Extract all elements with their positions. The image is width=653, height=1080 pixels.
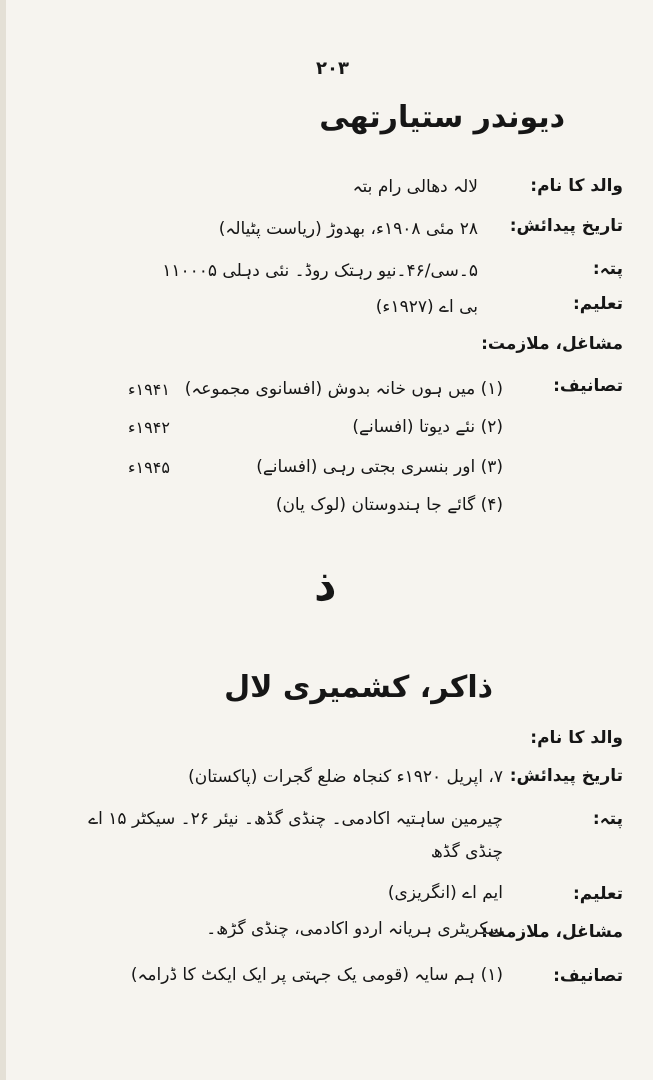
section-letter: ذ <box>314 560 337 611</box>
entry-2-work-1-title: (۱) ہم سایہ (قومی یک جہتی پر ایک ایکٹ کا ڈرامہ) <box>130 965 503 985</box>
entry-1-work-1-year: ۱۹۴۱ء <box>128 380 170 399</box>
entry-1-birth-label: تاریخ پیدائش: <box>509 216 623 236</box>
entry-2-occupation-label: مشاغل، ملازمت: <box>481 922 623 942</box>
entry-2-works-label: تصانیف: <box>553 966 623 986</box>
entry-2-birth-label: تاریخ پیدائش: <box>509 766 623 786</box>
entry-2-address-value-line1: چیرمین ساہتیہ اکادمی۔ چنڈی گڈھ۔ نیئر ۲۶۔ سیکٹر ۱۵ اے <box>88 809 503 829</box>
entry-1-education-value: بی اے (۱۹۲۷ء) <box>375 297 478 317</box>
entry-2-education-label: تعلیم: <box>573 884 623 904</box>
entry-1-occupation-label: مشاغل، ملازمت: <box>481 334 623 354</box>
entry-1-address-value: ۵۔سی/۴۶۔نیو رہتک روڈ۔ نئی دہلی ۱۱۰۰۰۵ <box>162 261 478 281</box>
entry-2-education-value: ایم اے (انگریزی) <box>387 883 503 903</box>
entry-2-address-label: پتہ: <box>592 809 623 829</box>
entry-2-father-label: والد کا نام: <box>530 728 623 748</box>
page-edge <box>0 0 6 1080</box>
entry-2-name: ذاکر، کشمیری لال <box>224 670 493 705</box>
entry-1-works-label: تصانیف: <box>553 376 623 396</box>
entry-1-work-2-title: (۲) نئے دیوتا (افسانے) <box>352 417 503 437</box>
entry-1-birth-value: ۲۸ مئی ۱۹۰۸ء، بھدوڑ (ریاست پٹیالہ) <box>218 219 478 239</box>
entry-1-work-3-year: ۱۹۴۵ء <box>128 458 170 477</box>
entry-2-address-value-line2: چنڈی گڈھ <box>430 842 503 862</box>
entry-1-education-label: تعلیم: <box>573 294 623 314</box>
entry-1-work-1-title: (۱) میں ہوں خانہ بدوش (افسانوی مجموعہ) <box>184 379 503 399</box>
entry-1-father-value: لالہ دھالی رام بتہ <box>352 177 478 197</box>
entry-1-father-label: والد کا نام: <box>530 176 623 196</box>
entry-1-name: دیوندر ستیارتھی <box>319 100 565 135</box>
entry-1-address-label: پتہ: <box>592 259 623 279</box>
page-number: ۲۰۳ <box>316 58 349 79</box>
entry-1-work-2-year: ۱۹۴۲ء <box>128 418 170 437</box>
entry-2-birth-value: ۷، اپریل ۱۹۲۰ء کنجاہ ضلع گجرات (پاکستان) <box>188 767 503 787</box>
entry-2-occupation-value: سکریٹری ہریانہ اردو اکادمی، چنڈی گڑھ۔ <box>206 919 503 939</box>
entry-1-work-4-title: (۴) گائے جا ہندوستان (لوک یان) <box>275 495 503 515</box>
entry-1-work-3-title: (۳) اور بنسری بجتی رہی (افسانے) <box>256 457 503 477</box>
